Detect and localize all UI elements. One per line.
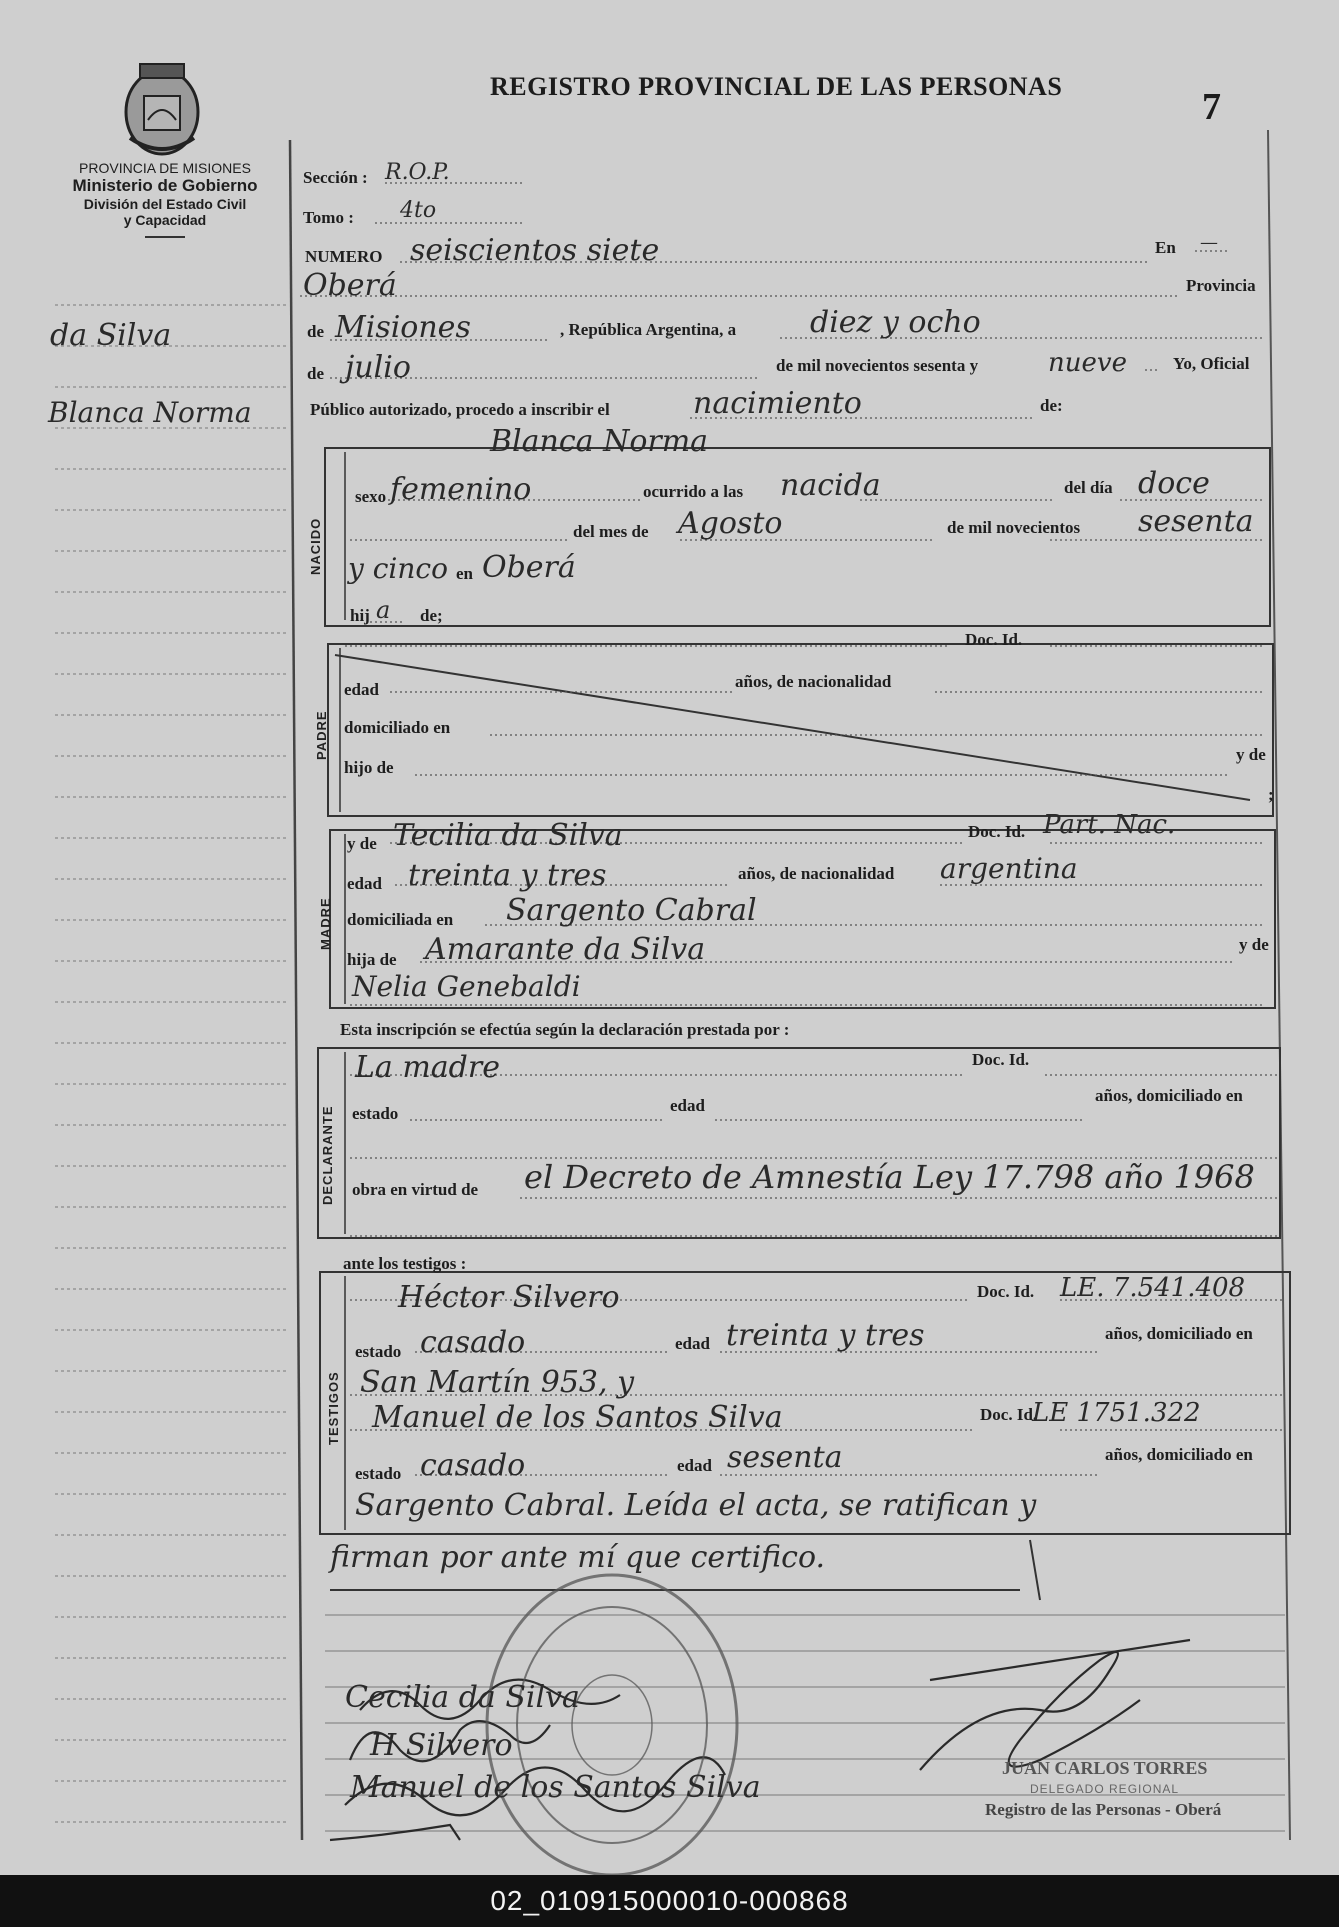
anio-value: nueve (1048, 348, 1127, 378)
sexo-label: sexo (355, 487, 387, 506)
testigo2-estado-value: casado (420, 1448, 526, 1483)
yo-oficial-label: Yo, Oficial (1173, 354, 1250, 373)
office-header (40, 160, 290, 238)
publico-label: Público autorizado, procedo a inscribir el (310, 400, 610, 419)
testigo1-estado-value: casado (420, 1325, 526, 1360)
padre-domicilio-label: domiciliado en (344, 718, 451, 737)
del-mes-label: del mes de (573, 522, 649, 541)
testigo1-estado-label: estado (355, 1342, 402, 1361)
officer-name: JUAN CARLOS TORRES (1002, 1758, 1208, 1778)
mil-novecientos-label: de mil novecientos sesenta y (776, 356, 979, 375)
page-title: REGISTRO PROVINCIAL DE LAS PERSONAS (490, 72, 1063, 101)
inscripcion-label: Esta inscripción se efectúa según la declaración prestada por : (340, 1020, 790, 1039)
official-stamp (487, 1575, 737, 1875)
testigo1-anios-label: años, domiciliado en (1105, 1324, 1253, 1343)
testigo2-estado-label: estado (355, 1464, 402, 1483)
mil-nov2-label: de mil novecientos (947, 518, 1081, 537)
capacity-label: y Capacidad (123, 212, 207, 228)
madre-hija-de-label: hija de (347, 950, 397, 969)
madre-doc-value: Part. Nac. (1043, 810, 1176, 840)
section-padre: PADRE (314, 710, 329, 760)
madre-nac-value: argentina (940, 852, 1078, 885)
dia-value: diez y ocho (810, 305, 981, 340)
acto-value: nacimiento (693, 386, 862, 421)
padre-y-de-label: y de (1236, 745, 1266, 764)
obra-value: el Decreto de Amnestía Ley 17.798 año 1968 (524, 1158, 1255, 1196)
padre-semicolon: ; (1268, 785, 1274, 804)
anio-nac-value: sesenta (1138, 504, 1254, 539)
seccion-label: Sección : (303, 168, 368, 187)
testigos-label: ante los testigos : (343, 1254, 467, 1273)
padre-doc-label: Doc. Id. (965, 630, 1023, 649)
testigo1-doc-label: Doc. Id. (977, 1282, 1035, 1301)
republica-label: , República Argentina, a (560, 320, 737, 339)
declarante-anios-label: años, domiciliado en (1095, 1086, 1243, 1105)
madre-padre-value: Amarante da Silva (425, 932, 706, 967)
nombre-value: Blanca Norma (490, 424, 709, 459)
madre-nombre-value: Tecilia da Silva (393, 818, 623, 853)
testigo1-edad-label: edad (675, 1334, 710, 1353)
obra-label: obra en virtud de (352, 1180, 479, 1199)
lugar-nac-value: Oberá (482, 550, 576, 585)
madre-dom-value: Sargento Cabral (506, 893, 757, 928)
margin-surname: da Silva (50, 318, 172, 353)
declarante-estado-label: estado (352, 1104, 399, 1123)
hij-suffix-value: a (376, 596, 391, 624)
de-semi-label: de; (420, 606, 443, 625)
en-value: — (1200, 232, 1218, 253)
testigo2-doc-value: LE 1751.322 (1032, 1398, 1201, 1428)
mes-nac-value: Agosto (678, 506, 783, 541)
image-id-footer: 02_010915000010-000868 (0, 1875, 1339, 1927)
testigo1-nombre-value: Héctor Silvero (398, 1280, 620, 1315)
mes-value: julio (345, 350, 411, 385)
madre-y-de-label: y de (347, 834, 377, 853)
testigo2-anios-label: años, domiciliado en (1105, 1445, 1253, 1464)
office-name: Registro de las Personas - Oberá (985, 1800, 1222, 1819)
testigo1-edad-value: treinta y tres (726, 1318, 925, 1353)
testigo1-dom-value: San Martín 953, y (360, 1365, 635, 1400)
numero-label: NUMERO (305, 247, 383, 266)
testigo1-doc-value: LE. 7.541.408 (1060, 1273, 1246, 1303)
declarante-doc-label: Doc. Id. (972, 1050, 1030, 1069)
madre-edad-value: treinta y tres (408, 858, 607, 893)
en2-label: en (456, 564, 473, 583)
declarante-value: La madre (355, 1050, 500, 1085)
signature-testigo2: Manuel de los Santos Silva (350, 1770, 761, 1805)
de2-label: de (307, 364, 324, 383)
province-label: PROVINCIA DE MISIONES (79, 160, 251, 176)
section-declarante: DECLARANTE (320, 1105, 335, 1205)
cierre-value: firman por ante mí que certifico. (330, 1540, 826, 1575)
signature-madre: Cecilia da Silva (345, 1680, 580, 1715)
margin-given-names: Blanca Norma (48, 396, 252, 429)
ministry-label: Ministerio de Gobierno (72, 176, 258, 195)
del-dia-label: del día (1064, 478, 1113, 497)
provincia-label: Provincia (1186, 276, 1256, 295)
declarante-edad-label: edad (670, 1096, 705, 1115)
padre-hijo-de-label: hijo de (344, 758, 394, 777)
madre-y-de2-label: y de (1239, 935, 1269, 954)
coat-of-arms-icon (118, 58, 206, 158)
signature-testigo1: H Silvero (370, 1728, 513, 1763)
madre-anios-label: años, de nacionalidad (738, 864, 895, 883)
en-label: En (1155, 238, 1176, 257)
ocurrido-label: ocurrido a las (643, 482, 744, 501)
page-number: 7 (1202, 86, 1221, 128)
padre-edad-label: edad (344, 680, 379, 699)
provincia-value: Misiones (335, 310, 471, 345)
seccion-value: R.O.P. (385, 160, 450, 185)
section-testigos: TESTIGOS (326, 1371, 341, 1445)
lugar-value: Oberá (303, 268, 397, 303)
de-label: de (307, 322, 324, 341)
tomo-value: 4to (400, 198, 437, 223)
tomo-label: Tomo : (303, 208, 354, 227)
madre-domicilio-label: domiciliada en (347, 910, 454, 929)
section-nacido: NACIDO (308, 517, 323, 575)
madre-doc-label: Doc. Id. (968, 822, 1026, 841)
hij-label: hij (350, 606, 370, 625)
hora-value: nacida (780, 468, 881, 503)
testigo2-dom-value: Sargento Cabral. Leída el acta, se ratifican y (355, 1488, 1037, 1523)
section-madre: MADRE (318, 897, 333, 950)
testigo2-edad-label: edad (677, 1456, 712, 1475)
officer-title: DELEGADO REGIONAL (1030, 1782, 1180, 1796)
madre-edad-label: edad (347, 874, 382, 893)
testigo2-nombre-value: Manuel de los Santos Silva (372, 1400, 783, 1435)
testigo2-edad-value: sesenta (727, 1440, 843, 1475)
padre-anios-label: años, de nacionalidad (735, 672, 892, 691)
anio-nac2-value: y cinco (348, 552, 448, 585)
de-colon-label: de: (1040, 396, 1063, 415)
testigo2-doc-label: Doc. Id. (980, 1405, 1038, 1424)
madre-madre-value: Nelia Genebaldi (352, 970, 581, 1003)
sexo-value: femenino (390, 472, 532, 507)
division-label: División del Estado Civil (83, 196, 247, 212)
numero-value: seiscientos siete (410, 233, 660, 268)
dia-nac-value: doce (1138, 466, 1210, 501)
